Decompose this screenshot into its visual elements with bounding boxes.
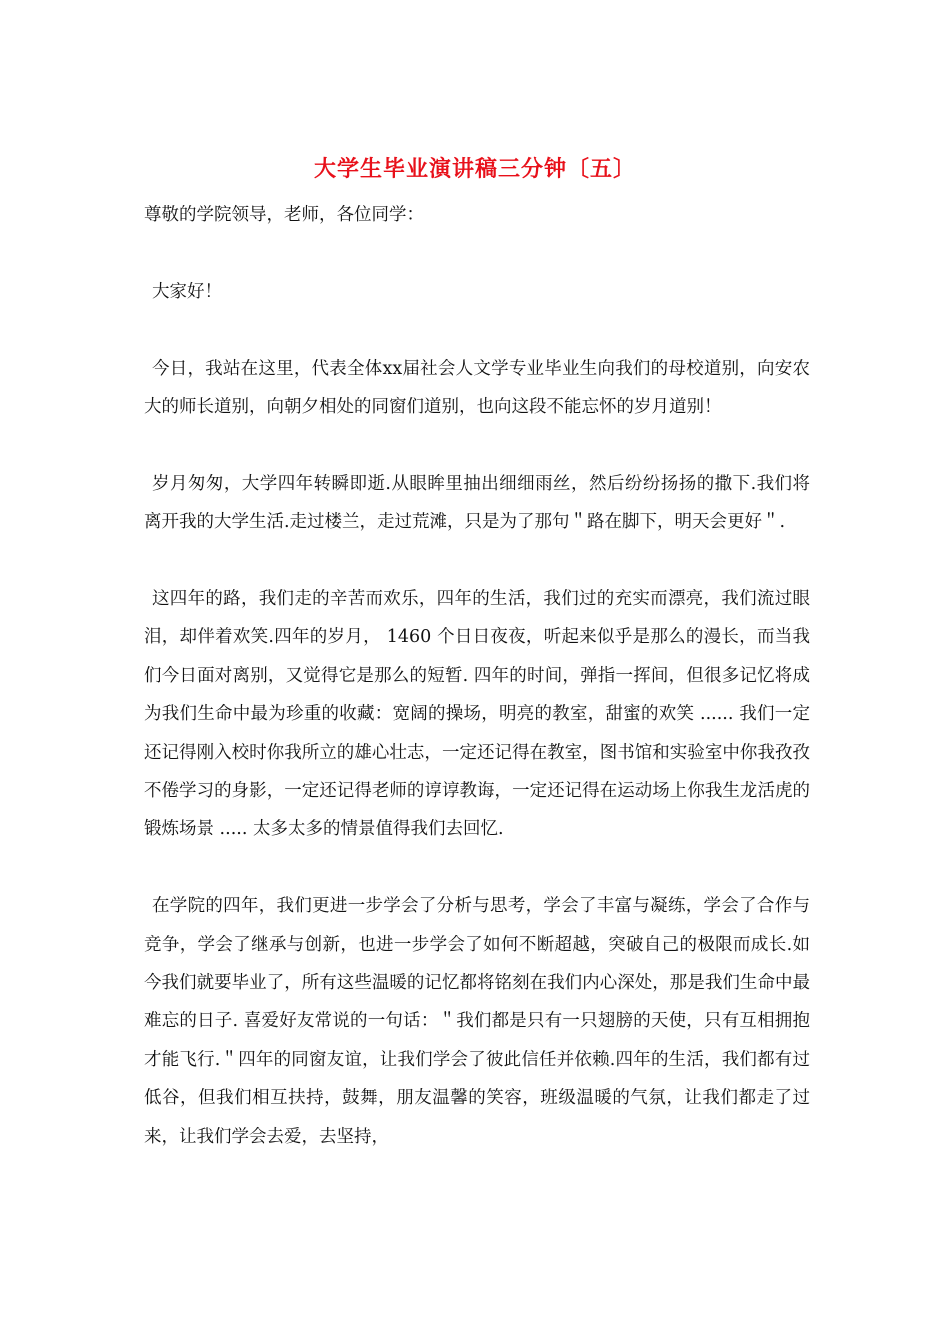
paragraph-years-passing: 岁月匆匆，大学四年转瞬即逝.从眼眸里抽出细细雨丝，然后纷纷扬扬的撒下.我们将离开我的大学生活.走过楼兰，走过荒滩，只是为了那句＂路在脚下，明天会更好＂. <box>144 473 810 533</box>
document-title: 大学生毕业演讲稿三分钟〔五〕 <box>313 156 636 182</box>
paragraph-four-years-road: 这四年的路，我们走的辛苦而欢乐，四年的生活，我们过的充实而漂亮，我们流过眼泪，却伴着欢笑.四年的岁月， 1460 个日日夜夜，听起来似乎是那么的漫长，而当我们今日面对离别，又觉得它是那么的短暂. 四年的时间，弹指一挥间，但很多记忆将成为我们生命中最为珍重的收藏：宽阔的操场，明亮的教室，甜蜜的欢笑 ...... 我们一定还记得刚入校时你我所立的雄心壮志，一定还记得在教室，图书馆和实验室中你我孜孜不倦学习的身影，一定还记得老师的谆谆教诲，一定还记得在运动场上你我生龙活虎的锻炼场景 ..... 太多太多的情景值得我们去回忆. <box>144 589 810 840</box>
paragraph-greeting: 大家好！ <box>152 281 222 302</box>
document-body <box>144 196 810 1194</box>
paragraph-farewell: 今日，我站在这里，代表全体xx届社会人文学专业毕业生向我们的母校道别，向安农大的师长道别，向朝夕相处的同窗们道别，也向这段不能忘怀的岁月道别！ <box>144 358 810 417</box>
salutation-line: 尊敬的学院领导，老师，各位同学： <box>144 205 424 225</box>
paragraph-college-learning: 在学院的四年，我们更进一步学会了分析与思考，学会了丰富与凝练，学会了合作与竞争，学会了继承与创新，也进一步学会了如何不断超越，突破自己的极限而成长.如今我们就要毕业了，所有这些温暖的记忆都将铭刻在我们内心深处，那是我们生命中最难忘的日子. 喜爱好友常说的一句话：＂我们都是只有一只翅膀的天使，只有互相拥抱才能飞行.＂四年的同窗友谊，让我们学会了彼此信任并依赖.四年的生活，我们都有过低谷，但我们相互扶持，鼓舞，朋友温馨的笑容，班级温暖的气氛，让我们都走了过来，让我们学会去爱，去坚持， <box>144 896 810 1147</box>
